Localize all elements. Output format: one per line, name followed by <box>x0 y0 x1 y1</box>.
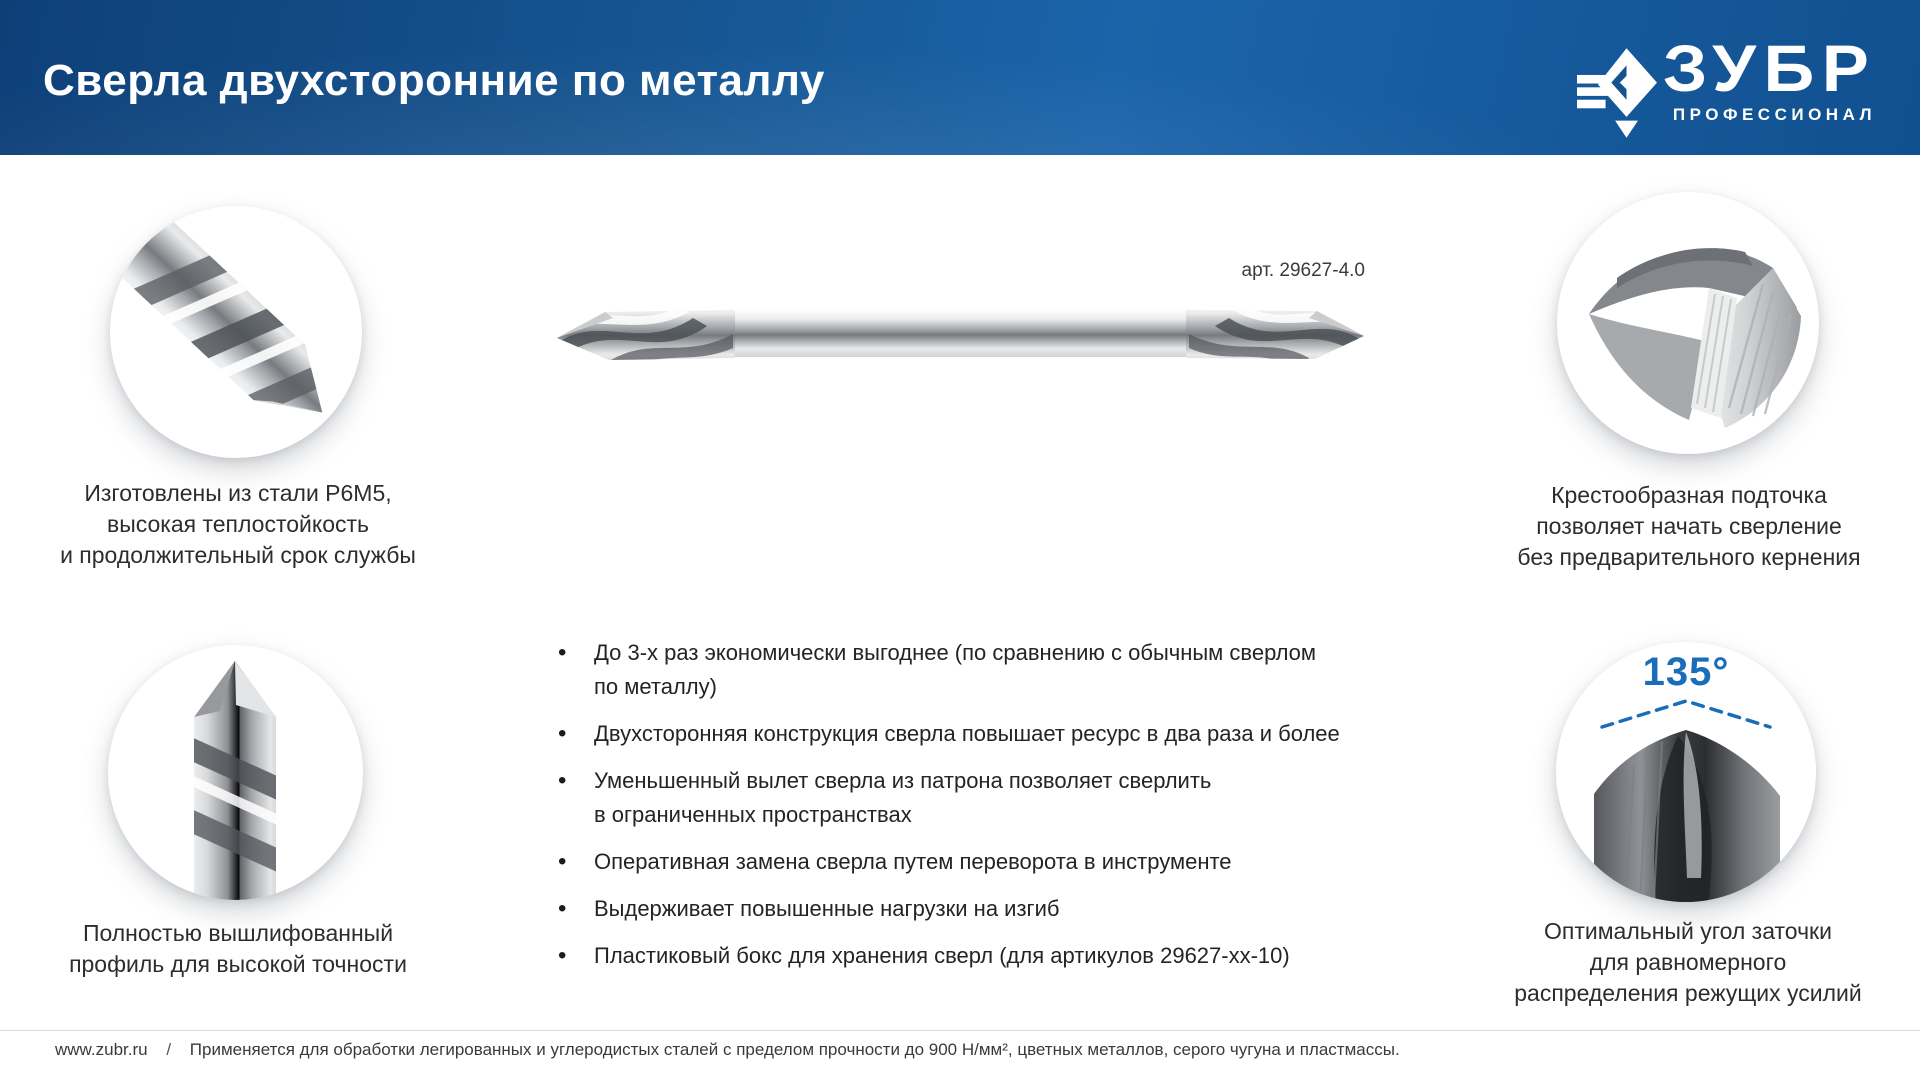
bullet-text: • До 3-х раз экономически выгоднее (по сравнению с обычным сверлом <box>594 640 1317 665</box>
angle-chevron-icon <box>1596 694 1776 732</box>
feature-bullet-list <box>556 636 1356 986</box>
zubr-logo <box>1577 31 1876 144</box>
bullet-text: • Двухсторонняя конструкция сверла повышает ресурс в два раза и более <box>594 721 1340 746</box>
bullet-item <box>556 892 1356 926</box>
caption-line: Полностью вышлифованный <box>82 920 394 946</box>
feature-caption-ground-profile <box>38 918 438 980</box>
caption-line: позволяет начать сверление <box>1536 513 1842 539</box>
footer-site-url: www.zubr.ru <box>55 1040 148 1059</box>
feature-image-cross-point <box>1557 192 1819 454</box>
caption-line: Изготовлены из стали Р6М5, <box>84 480 392 506</box>
feature-caption-sharpening-angle <box>1484 916 1892 1009</box>
caption-line: и продолжительный срок службы <box>60 542 416 568</box>
feature-image-steel <box>110 206 362 458</box>
brand-subtitle: ПРОФЕССИОНАЛ <box>1672 105 1876 124</box>
bullet-item <box>556 764 1356 832</box>
caption-line: для равномерного <box>1589 949 1787 975</box>
feature-caption-steel <box>38 478 438 571</box>
bullet-item <box>556 845 1356 879</box>
caption-line: Оптимальный угол заточки <box>1544 918 1832 944</box>
bullet-text: • Выдерживает повышенные нагрузки на изгиб <box>594 896 1060 921</box>
bullet-text: • Оперативная замена сверла путем переворота в инструменте <box>594 849 1232 874</box>
page-title: Сверла двухсторонние по металлу <box>43 56 825 105</box>
drill-vertical-image <box>108 645 363 900</box>
drill-closeup-image <box>110 206 362 458</box>
feature-image-sharpening-angle <box>1556 642 1816 902</box>
footer-divider <box>0 1030 1920 1031</box>
zubr-logo-text <box>1662 31 1876 125</box>
header-banner <box>0 0 1920 155</box>
bullet-item <box>556 939 1356 973</box>
bullet-text: • Пластиковый бокс для хранения сверл (для артикулов 29627-хх-10) <box>594 943 1290 968</box>
feature-caption-cross-point <box>1486 480 1892 573</box>
caption-line: Крестообразная подточка <box>1551 482 1827 508</box>
bullet-text: • Уменьшенный вылет сверла из патрона позволяет сверлить <box>594 768 1212 793</box>
bullet-text: по металлу) <box>594 674 717 699</box>
caption-line: распределения режущих усилий <box>1514 980 1862 1006</box>
footer-separator: / <box>166 1040 172 1059</box>
footer-note: Применяется для обработки легированных и углеродистых сталей с пределом прочности до 900 Н/мм², цветных металлов, серого чугуна и пластмассы. <box>189 1040 1400 1059</box>
caption-line: без предварительного кернения <box>1517 544 1861 570</box>
bullet-item <box>556 717 1356 751</box>
feature-image-ground-profile <box>108 645 363 900</box>
caption-line: высокая теплостойкость <box>106 511 370 537</box>
product-image-drill <box>553 288 1368 380</box>
article-number: арт. 29627-4.0 <box>1241 260 1365 281</box>
bullet-text: в ограниченных пространствах <box>594 802 912 827</box>
bullet-item <box>556 636 1356 704</box>
drill-point-macro-image <box>1557 192 1819 454</box>
zubr-logo-icon <box>1577 44 1657 144</box>
brand-name: ЗУБР <box>1662 31 1876 105</box>
angle-label: 135° <box>1642 650 1730 694</box>
footer <box>55 1040 1400 1060</box>
caption-line: профиль для высокой точности <box>69 951 407 977</box>
